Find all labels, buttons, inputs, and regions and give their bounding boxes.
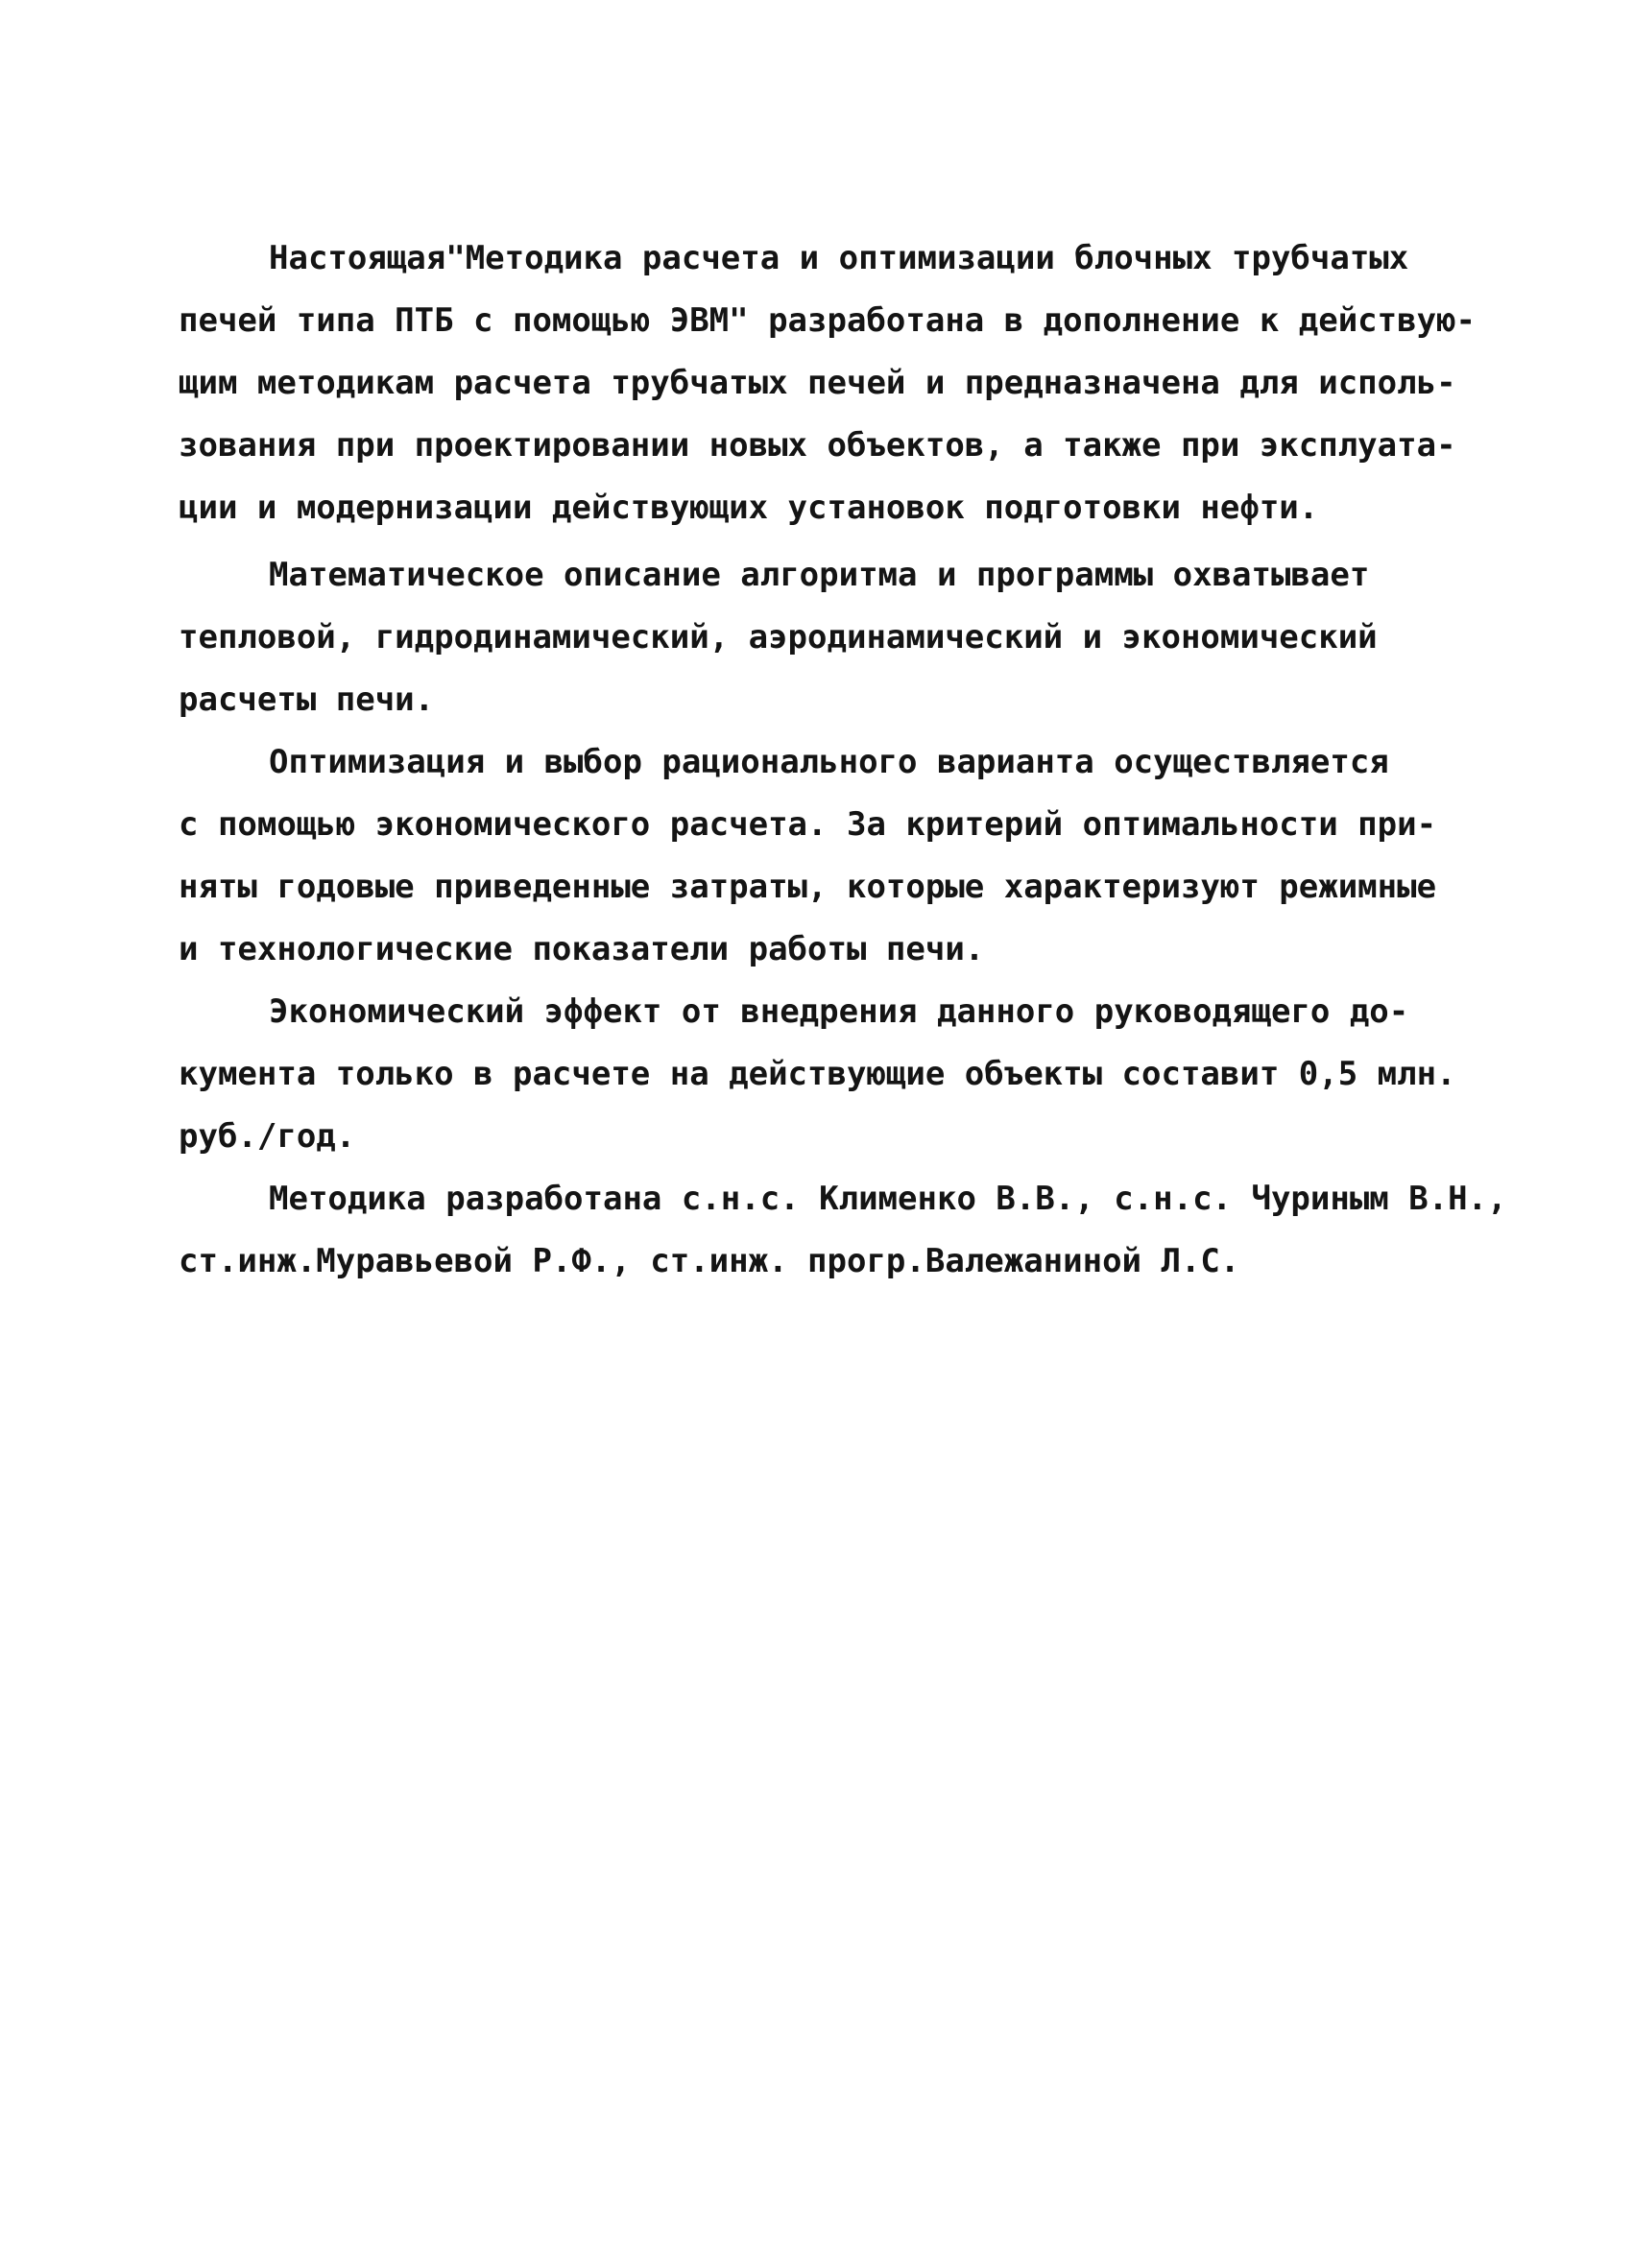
paragraph-5-line-1: Методика разработана с.н.с. Клименко В.В., с.н.с. Чуриным В.Н., xyxy=(269,1180,1507,1218)
paragraph-1-line-3: щим методикам расчета трубчатых печей и предназначена для исполь- xyxy=(179,364,1456,402)
paragraph-3-line-2: с помощью экономического расчета. За критерий оптимальности при- xyxy=(179,805,1437,844)
paragraph-1-line-2: печей типа ПТБ с помощью ЭВМ" разработана в дополнение к действую- xyxy=(179,301,1477,340)
paragraph-2-line-1: Математическое описание алгоритма и программы охватывает xyxy=(269,556,1370,594)
paragraph-4-line-2: кумента только в расчете на действующие объекты составит 0,5 млн. xyxy=(179,1055,1456,1093)
paragraph-5-line-2: ст.инж.Муравьевой Р.Ф., ст.инж. прогр.Валежаниной Л.С. xyxy=(179,1242,1240,1280)
paragraph-2-line-3: расчеты печи. xyxy=(179,680,435,719)
paragraph-4-line-3: руб./год. xyxy=(179,1117,356,1156)
paragraph-3-line-1: Оптимизация и выбор рационального варианта осуществляется xyxy=(269,743,1389,781)
paragraph-3-line-4: и технологические показатели работы печи. xyxy=(179,930,985,968)
paragraph-1-line-4: зования при проектировании новых объектов, а также при эксплуата- xyxy=(179,426,1456,465)
paragraph-3-line-3: няты годовые приведенные затраты, которые характеризуют режимные xyxy=(179,868,1437,906)
paragraph-1-line-5: ции и модернизации действующих установок подготовки нефти. xyxy=(179,489,1319,527)
paragraph-1-line-1: Настоящая"Методика расчета и оптимизации блочных трубчатых xyxy=(269,239,1409,277)
paragraph-4-line-1: Экономический эффект от внедрения данного руководящего до- xyxy=(269,992,1409,1031)
paragraph-2-line-2: тепловой, гидродинамический, аэродинамический и экономический xyxy=(179,618,1378,657)
